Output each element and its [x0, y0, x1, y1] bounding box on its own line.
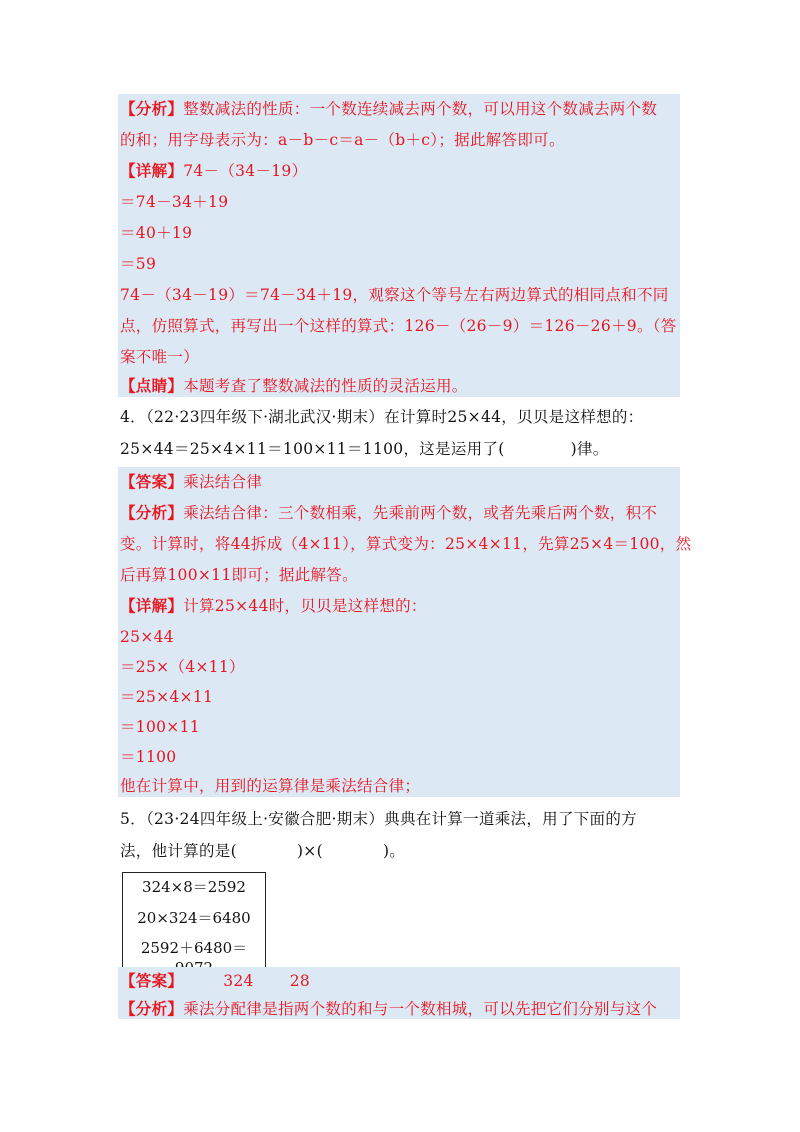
analysis-line: 变。计算时，将44拆成（4×11），算式变为：25×4×11，先算25×4＝100，然	[120, 535, 692, 553]
comment-line: 【点睛】本题考查了整数减法的性质的灵活运用。	[120, 376, 468, 395]
calc-step: ＝74－34＋19	[120, 193, 229, 211]
calc-box-line: 20×324＝6480	[137, 909, 251, 927]
answer-line: 【答案】乘法结合律	[120, 472, 263, 491]
observation-line: 74－（34－19）＝74－34＋19，观察这个等号左右两边算式的相同点和不同	[120, 286, 669, 304]
question-5-line: 法，他计算的是( )×( )。	[120, 842, 406, 860]
calc-box-line: 2592＋6480＝	[140, 939, 248, 957]
calc-step: ＝100×11	[120, 718, 200, 736]
analysis-line: 的和；用字母表示为：a－b－c＝a－（b＋c）；据此解答即可。	[120, 131, 565, 149]
analysis-line: 【分析】整数减法的性质：一个数连续减去两个数，可以用这个数减去两个数	[120, 99, 658, 118]
calc-step: ＝40＋19	[120, 224, 193, 242]
calc-step: 25×44	[120, 628, 174, 646]
analysis-line: 【分析】乘法结合律：三个数相乘，先乘前两个数，或者先乘后两个数，积不	[120, 503, 658, 522]
calc-step: ＝1100	[120, 748, 177, 766]
analysis-line: 后再算100×11即可；据此解答。	[120, 566, 358, 584]
question-4-line: 25×44＝25×4×11＝100×11＝1100，这是运用了( )律。	[120, 440, 609, 458]
calc-box-line: 324×8＝2592	[142, 878, 246, 896]
calculation-box	[122, 872, 266, 968]
observation-line: 案不唯一）	[120, 348, 200, 366]
observation-line: 点，仿照算式，再写出一个这样的算式：126－（26－9）＝126－26＋9。（答	[120, 317, 677, 335]
calc-step: ＝25×（4×11）	[120, 658, 245, 676]
detail-line: 【详解】74－（34－19）	[120, 161, 308, 180]
calc-step: ＝59	[120, 255, 157, 273]
answer-line: 【答案】 324 28	[120, 971, 311, 990]
question-5-line: 5．（23·24四年级上·安徽合肥·期末）典典在计算一道乘法，用了下面的方	[120, 810, 637, 828]
analysis-line: 【分析】乘法分配律是指两个数的和与一个数相城，可以先把它们分别与这个	[120, 999, 658, 1018]
calc-step: ＝25×4×11	[120, 688, 214, 706]
question-4-line: 4．（22·23四年级下·湖北武汉·期末）在计算时25×44，贝贝是这样想的：	[120, 408, 644, 426]
conclusion-line: 他在计算中，用到的运算律是乘法结合律；	[120, 777, 421, 795]
detail-line: 【详解】计算25×44时，贝贝是这样想的：	[120, 596, 427, 615]
